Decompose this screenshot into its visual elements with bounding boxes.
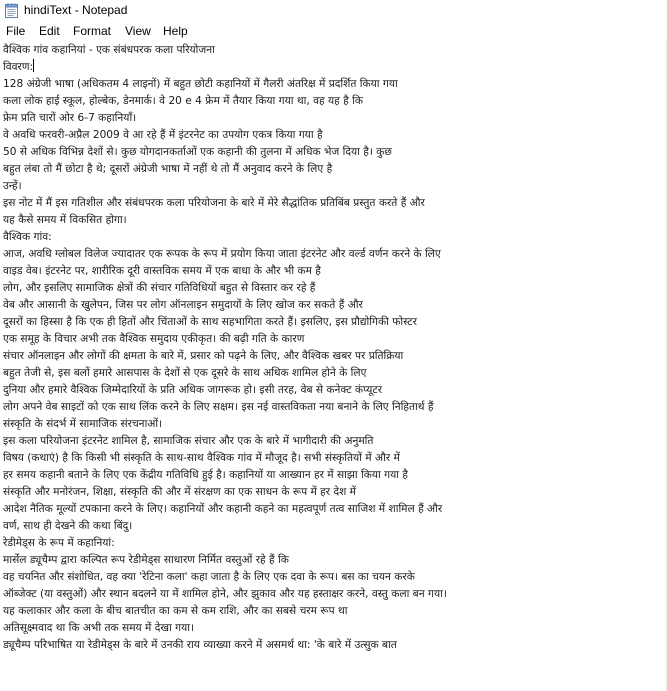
text-line-content: वैश्विक गांव कहानियां - एक संबंधपरक कला परियोजना (3, 44, 215, 56)
text-line[interactable] (3, 433, 665, 450)
text-line-content: बहुत तेजी से, इस बलों हमारे आसपास के देशों से एक दूसरे के साथ अधिक शामिल होने के लिए (3, 367, 367, 379)
text-line[interactable] (3, 59, 665, 76)
text-line-content: यह कलाकार और कला के बीच बातचीत का कम से कम राशि, और का सबसे चरम रूप था (3, 605, 348, 617)
text-line-content: फ्रेम प्रति चारों ओर 6-7 कहानियाँ। (3, 112, 137, 124)
menu-view[interactable]: View (125, 24, 151, 38)
text-line[interactable] (3, 93, 665, 110)
text-line-content: 50 से अधिक विभिन्न देशों से। कुछ योगदानकर्ताओं एक कहानी की तुलना में अधिक भेज दिया है। कुछ (3, 146, 392, 158)
text-line-content: लोग, और इसलिए सामाजिक क्षेत्रों की संचार गतिविधियों बहुत से विस्तार कर रहे हैं (3, 282, 316, 294)
text-line-content: वैश्विक गांव: (3, 231, 52, 243)
text-line[interactable] (3, 280, 665, 297)
text-line[interactable] (3, 331, 665, 348)
text-line[interactable] (3, 518, 665, 535)
text-line[interactable] (3, 586, 665, 603)
text-line-content: 128 अंग्रेजी भाषा (अधिकतम 4 लाइनों) में बहुत छोटी कहानियों में गैलरी अंतरिक्ष में प्रदर्शित किया गया (3, 78, 398, 90)
text-line-content: विवरण: (3, 61, 34, 73)
text-line[interactable] (3, 348, 665, 365)
text-line[interactable] (3, 110, 665, 127)
text-caret (33, 59, 34, 72)
menu-file[interactable]: File (6, 24, 26, 38)
text-line[interactable] (3, 195, 665, 212)
text-line[interactable] (3, 314, 665, 331)
text-line[interactable] (3, 212, 665, 229)
text-line-content: आज, अवधि ग्लोबल विलेज ज्यादातर एक रूपक के रूप में प्रयोग किया जाता इंटरनेट और वर्ल्ड वर्णन करने के लिए (3, 248, 441, 260)
text-line[interactable] (3, 552, 665, 569)
text-line[interactable] (3, 484, 665, 501)
text-line[interactable] (3, 127, 665, 144)
text-line[interactable] (3, 76, 665, 93)
text-line[interactable] (3, 467, 665, 484)
text-line[interactable] (3, 161, 665, 178)
text-line-content: वे अवधि फरवरी-अप्रैल 2009 वे आ रहे हैं में इंटरनेट का उपयोग एकत्र किया गया है (3, 129, 323, 141)
text-line-content: संस्कृति और मनोरंजन, शिक्षा, संस्कृति की और में संरक्षण का एक साधन के रूप में हर देश में (3, 486, 357, 498)
text-line-content: उन्हें। (3, 180, 22, 192)
text-line-content: वह चयनित और संशोधित, वह क्या 'रेटिना कला' कहा जाता है के लिए एक दवा के रूप। बस का चयन करके (3, 571, 415, 583)
text-line[interactable] (3, 365, 665, 382)
text-line[interactable] (3, 637, 665, 654)
text-line-content: इस कला परियोजना इंटरनेट शामिल है, सामाजिक संचार और एक के बारे में भागीदारी की अनुमति (3, 435, 374, 447)
text-line-content: आदेश नैतिक मूल्यों टपकाना करने के लिए। कहानियों और कहानी कहने का महत्वपूर्ण तत्व साजिश में शामिल हैं और (3, 503, 443, 515)
text-line-content: यह कैसे समय में विकसित होगा। (3, 214, 127, 226)
menu-format[interactable]: Format (73, 24, 112, 38)
text-line[interactable] (3, 399, 665, 416)
text-line-content: ऑब्जेक्ट (या वस्तुओं) और स्थान बदलने या में शामिल होने, और झुकाव और यह हस्ताक्षर करने, वस्तु कला बन गया। (3, 588, 447, 600)
text-line-content: लोग अपने वेब साइटों को एक साथ लिंक करने के लिए सक्षम। इस नई वास्तविकता नया बनाने के लिए निहितार्थ हैं (3, 401, 434, 413)
text-line[interactable] (3, 263, 665, 280)
text-editor-area[interactable] (0, 41, 667, 691)
text-line-content: हर समय कहानी बताने के लिए एक केंद्रीय गतिविधि हुई है। कहानियों या आख्यान हर में साझा किया गया है (3, 469, 408, 481)
menu-bar (0, 22, 667, 42)
text-line[interactable] (3, 178, 665, 195)
text-line[interactable] (3, 144, 665, 161)
text-line-content: वाइड वेब। इंटरनेट पर, शारीरिक दूरी वास्तविक समय में एक बाधा के और भी कम है (3, 265, 321, 277)
text-line[interactable] (3, 501, 665, 518)
text-line[interactable] (3, 246, 665, 263)
text-line[interactable] (3, 603, 665, 620)
text-line[interactable] (3, 535, 665, 552)
window-title: hindiText - Notepad (24, 3, 128, 17)
menu-help[interactable]: Help (163, 24, 188, 38)
text-line[interactable] (3, 297, 665, 314)
text-line-content: रेडीमेड्स के रूप में कहानियां: (3, 537, 115, 549)
text-line-content: इस नोट में मैं इस गतिशील और संबंधपरक कला परियोजना के बारे में मेरे सैद्धांतिक प्रतिबिंब प्रस्तुत करते हैं और (3, 197, 425, 209)
text-line-content: वेब और आसानी के खुलेपन, जिस पर लोग ऑनलाइन समुदायों के लिए खोज कर सकते हैं और (3, 299, 363, 311)
text-line-content: बहुत लंबा तो मैं छोटा है थे; दूसरों अंग्रेजी भाषा में नहीं थे तो मैं अनुवाद करने के लिए है (3, 163, 333, 175)
text-line-content: मार्सेल ड्यूचैम्प द्वारा कल्पित रूप रेडीमेड्स साधारण निर्मित वस्तुओं रहे हैं कि (3, 554, 289, 566)
text-line[interactable] (3, 569, 665, 586)
text-line[interactable] (3, 42, 665, 59)
text-line-content: ड्यूचैम्प परिभाषित या रेडीमेड्स के बारे में उनकी राय व्याख्या करने में असमर्थ था: 'के बारे में उत्सुक बात (3, 639, 397, 651)
text-line[interactable] (3, 450, 665, 467)
text-line-content: संचार ऑनलाइन और लोगों की क्षमता के बारे में, प्रसार को पढ़ने के लिए, और वैश्विक खबर पर प्रतिक्रिया (3, 350, 404, 362)
text-line-content: वर्ण, साथ ही देखने की कथा बिंदु। (3, 520, 133, 532)
text-line-content: एक समूह के विचार अभी तक वैश्विक समुदाय एकीकृत। की बढ़ी गति के कारण (3, 333, 305, 345)
text-line[interactable] (3, 620, 665, 637)
text-line-content: दुनिया और हमारे वैश्विक जिम्मेदारियों के प्रति अधिक जागरूक हो। इसी तरह, वेब से कनेक्ट कंप्यूटर (3, 384, 383, 396)
text-line-content: कला लोक हाई स्कूल, होल्बेक, डेनमार्क। वे 20 e 4 फ्रेम में तैयार किया गया था, वह यह है कि (3, 95, 363, 107)
notepad-icon (5, 3, 18, 18)
title-bar[interactable] (0, 0, 667, 22)
text-line-content: अतिसूक्ष्मवाद था कि अभी तक समय में देखा गया। (3, 622, 195, 634)
text-line-content: विषय (कथाएं) है कि किसी भी संस्कृति के साथ-साथ वैश्विक गांव में मौजूद है। सभी संस्कृतियों में और में (3, 452, 400, 464)
text-line-content: दूसरों का हिस्सा है कि एक ही हितों और चिंताओं के साथ सहभागिता करते हैं। इसलिए, इस प्रौद्योगिकी फोस्टर (3, 316, 417, 328)
text-lines[interactable] (3, 42, 665, 654)
menu-edit[interactable]: Edit (39, 24, 60, 38)
text-line[interactable] (3, 416, 665, 433)
text-line[interactable] (3, 229, 665, 246)
text-line-content: संस्कृति के संदर्भ में सामाजिक संरचनाओं। (3, 418, 163, 430)
text-line[interactable] (3, 382, 665, 399)
